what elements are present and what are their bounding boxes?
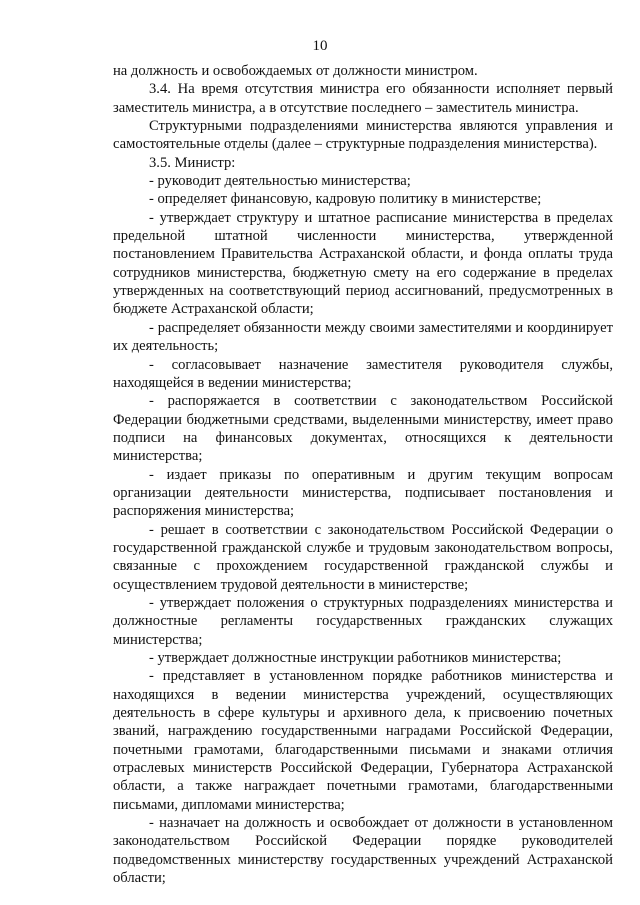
list-item: - руководит деятельностью министерства;	[149, 173, 411, 190]
list-item: - утверждает положения о структурных подразделениях министерства и должностные регламенты государственных гражданских служащих министерства;	[113, 594, 613, 648]
paragraph: 3.4. На время отсутствия министра его обязанности исполняет первый заместитель министра, а в отсутствие последнего – заместитель министра.	[113, 81, 613, 116]
list-item: - согласовывает назначение заместителя руководителя службы, находящейся в ведении министерства;	[113, 356, 613, 391]
list-item: - издает приказы по оперативным и другим текущим вопросам организации деятельности министерства, подписывает постановления и распоряжения министерства;	[113, 466, 613, 520]
page-number: 10	[312, 38, 328, 54]
list-item: - назначает на должность и освобождает от должности в установленном законодательством Российской Федерации порядке руководителей подведомственных министерству государственных учреждений Астраханской области;	[113, 815, 613, 887]
paragraph: Структурными подразделениями министерства являются управления и самостоятельные отделы (далее – структурные подразделения министерства).	[113, 118, 613, 153]
list-item: - решает в соответствии с законодательством Российской Федерации о государственной гражданской службе и трудовым законодательством вопросы, связанные с прохождением государственной гражданской службы и осуществлением трудовой деятельности в министерстве;	[113, 521, 613, 593]
list-item: - представляет в установленном порядке работников министерства и находящихся в ведении министерства учреждений, осуществляющих деятельность в сфере культуры и архивного дела, к присвоению почетных званий, награждению государственными наградами Российской Федерации, почетными грамотами, благодарственными письмами и знаками отличия отраслевых министерств Российской Федерации, Губернатора Астраханской области, а также награждает почетными грамотами, благодарственными письмами, дипломами министерства;	[113, 668, 613, 813]
paragraph: на должность и освобождаемых от должности министром.	[113, 63, 478, 79]
list-item: - распределяет обязанности между своими заместителями и координирует их деятельность;	[113, 319, 613, 355]
list-item: - утверждает структуру и штатное расписание министерства в пределах предельной штатной численности министерства, утвержденной постановлением Правительства Астраханской области, и фонда оплаты труда сотрудников министерства, бюджетную смету на его содержание в пределах утвержденных на соответствующий период ассигнований, предусмотренных в бюджете Астраханской области;	[113, 209, 613, 318]
list-item: - определяет финансовую, кадровую политику в министерстве;	[149, 191, 542, 208]
document-body	[113, 62, 613, 887]
list-item: - распоряжается в соответствии с законодательством Российской Федерации бюджетными средствами, выделенными министерству, имеет право подписи на финансовых документах, относящихся к деятельности министерства;	[113, 393, 613, 465]
list-item: - утверждает должностные инструкции работников министерства;	[149, 650, 562, 666]
paragraph: 3.5. Министр:	[149, 154, 236, 171]
